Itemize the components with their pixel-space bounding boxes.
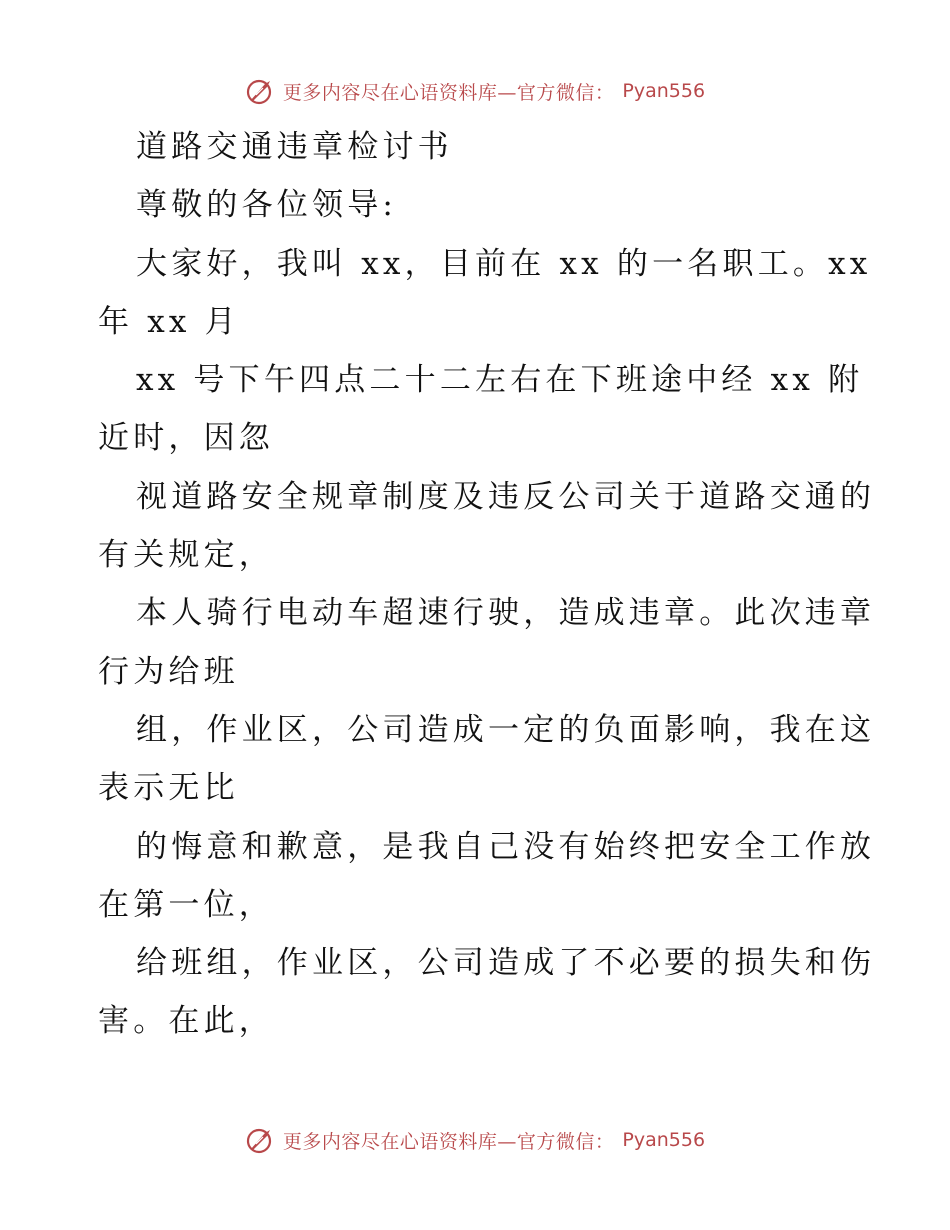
body-line: 给班组，作业区，公司造成了不必要的损失和伤 <box>136 945 876 982</box>
quill-pen-logo-icon <box>245 76 275 106</box>
footer-wechat-id: Pyan556 <box>622 1129 706 1151</box>
body-line: 行为给班 <box>98 653 239 690</box>
body-line: 在第一位， <box>98 886 274 923</box>
header-wechat-id: Pyan556 <box>622 80 706 102</box>
body-line: 近时，因忽 <box>98 420 274 457</box>
quill-pen-logo-icon <box>245 1125 275 1155</box>
body-line: xx 号下午四点二十二左右在下班途中经 xx 附 <box>136 362 864 399</box>
body-line: 组，作业区，公司造成一定的负面影响，我在这 <box>136 711 876 748</box>
document-body <box>98 118 876 1051</box>
body-line: 表示无比 <box>98 770 239 807</box>
body-line: 大家好，我叫 xx，目前在 xx 的一名职工。xx <box>136 245 872 282</box>
footer-banner-text: 更多内容尽在心语资料库—官方微信： <box>282 1130 615 1153</box>
body-line: 有关规定， <box>98 537 274 574</box>
body-line: 的悔意和歉意，是我自己没有始终把安全工作放 <box>136 828 876 865</box>
body-line: 年 xx 月 <box>98 303 240 340</box>
salutation-line: 尊敬的各位领导: <box>136 187 398 224</box>
body-line: 害。在此， <box>98 1003 274 1040</box>
header-banner-text: 更多内容尽在心语资料库—官方微信： <box>282 81 615 104</box>
document-title: 道路交通违章检讨书 <box>136 129 453 165</box>
header-banner <box>0 71 950 111</box>
footer-banner <box>0 1120 950 1160</box>
body-line: 本人骑行电动车超速行驶，造成违章。此次违章 <box>136 595 876 632</box>
body-line: 视道路安全规章制度及违反公司关于道路交通的 <box>136 478 876 515</box>
